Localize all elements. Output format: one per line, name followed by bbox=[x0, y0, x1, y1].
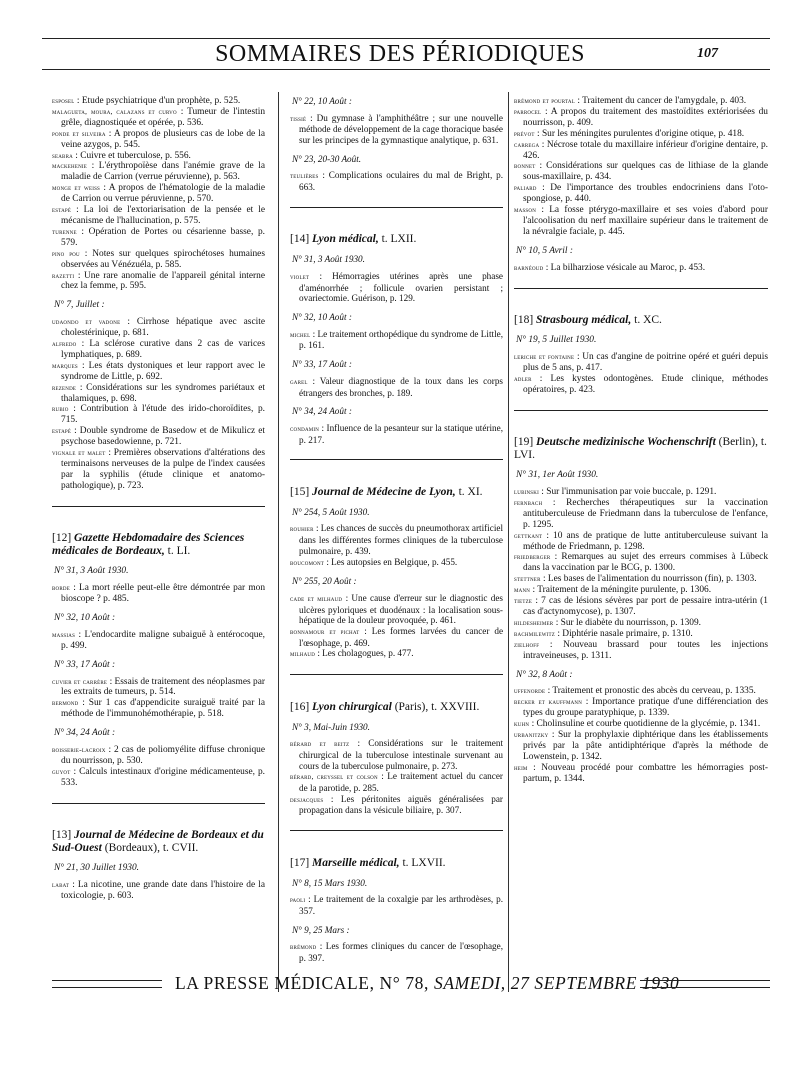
section-heading: [12] Gazette Hebdomadaire des Sciences médicales de Bordeaux, t. LI. bbox=[52, 532, 245, 558]
article-author: esposel bbox=[52, 96, 75, 105]
article-entry bbox=[290, 329, 503, 351]
column-2 bbox=[290, 96, 503, 964]
article-author: gettkant bbox=[514, 530, 543, 540]
article-author: fernbach bbox=[514, 497, 543, 507]
article-entry bbox=[514, 574, 768, 585]
article-title: : A propos de l'hématologie de la maladie de Carrion ou verrue péruvienne, p. 570. bbox=[61, 183, 266, 205]
article-entry bbox=[52, 880, 265, 902]
section-16 bbox=[290, 674, 503, 714]
article-author: udaondo et vadone bbox=[52, 317, 121, 327]
section-heading: [18] Strasbourg médical, t. XC. bbox=[514, 314, 662, 327]
article-entry bbox=[52, 745, 265, 767]
article-author: teulières bbox=[290, 171, 319, 181]
article-entry bbox=[52, 630, 265, 652]
article-entry bbox=[52, 698, 265, 720]
issue-date: N° 34, 24 Août : bbox=[292, 406, 352, 417]
article-entry bbox=[514, 107, 768, 129]
article-entry bbox=[514, 618, 768, 629]
article-title: : Contribution à l'étude des irido-choroïdites, p. 715. bbox=[61, 404, 265, 426]
article-entry bbox=[290, 423, 503, 445]
article-author: friedberger bbox=[514, 552, 551, 562]
article-entry bbox=[514, 352, 768, 374]
article-title: : Nécrose totale du maxillaire inférieur d'origine dentaire, p. 426. bbox=[523, 139, 769, 161]
article-entry bbox=[514, 697, 768, 719]
article-author: tissié bbox=[290, 113, 307, 123]
section-heading: [17] Marseille médical, t. LXVII. bbox=[290, 856, 446, 869]
page-number: 107 bbox=[697, 46, 718, 61]
article-author: michel bbox=[290, 329, 311, 339]
article-author: leriche et fontaine bbox=[514, 352, 575, 361]
article-author: monge et weiss bbox=[52, 183, 101, 193]
article-author: rouhier bbox=[290, 524, 314, 534]
article-title: : Diphtérie nasale primaire, p. 1310. bbox=[557, 628, 693, 639]
article-entry bbox=[290, 894, 503, 916]
article-entry bbox=[290, 170, 503, 192]
article-author: borde bbox=[52, 583, 70, 593]
article-author: milhaud bbox=[290, 649, 316, 659]
article-entry bbox=[514, 498, 768, 531]
article-author: parrocel bbox=[514, 106, 542, 116]
section-12 bbox=[52, 506, 265, 559]
article-title: : Cirrhose hépatique avec ascite cholestérinique, p. 681. bbox=[61, 317, 265, 339]
article-author: garel bbox=[290, 376, 308, 386]
issue-date: N° 9, 25 Mars : bbox=[292, 924, 350, 935]
article-author: bérard et beitz bbox=[290, 739, 350, 749]
article-author: pino pou bbox=[52, 248, 80, 258]
article-entry bbox=[514, 96, 768, 107]
issue-date: N° 32, 8 Août : bbox=[516, 669, 573, 680]
article-entry bbox=[514, 374, 768, 396]
article-title: : Une cause d'erreur sur le diagnostic des ulcères pyloriques et duodénaux : la localisation sous-hépatique de la douleur provoquée, p. 461. bbox=[299, 592, 504, 626]
article-entry bbox=[52, 383, 265, 405]
issue-date: N° 7, Juillet : bbox=[54, 300, 105, 311]
article-title: : Traitement du cancer de l'amygdale, p. 403. bbox=[577, 96, 747, 106]
article-title: : Du gymnase à l'amphithéâtre ; sur une nouvelle méthode de développement de la cage thoracique basée sur les principes de la gymnastique analytique, p. 631. bbox=[299, 112, 503, 146]
article-title: : Les formes cliniques du cancer de l'œsophage, p. 397. bbox=[299, 941, 504, 963]
article-title: : Le traitement de la coxalgie par les arthrodèses, p. 357. bbox=[299, 894, 503, 916]
article-author: boisserie-lacroix bbox=[52, 745, 106, 755]
article-author: adler bbox=[514, 373, 532, 383]
article-author: masson bbox=[514, 205, 537, 215]
article-entry bbox=[514, 763, 768, 785]
article-author: paliard bbox=[514, 183, 537, 193]
article-entry bbox=[514, 552, 768, 574]
issue-date: N° 23, 20-30 Août. bbox=[292, 153, 362, 164]
article-title: : Les chances de succès du pneumothorax artificiel dans les différentes formes cliniques de la tuberculose pulmonaire, p. 439. bbox=[299, 523, 503, 556]
article-entry bbox=[514, 129, 768, 140]
article-entry bbox=[514, 640, 768, 662]
section-17 bbox=[290, 830, 503, 870]
article-entry bbox=[514, 183, 768, 205]
article-author: bonnet bbox=[514, 161, 536, 171]
article-entry bbox=[290, 376, 503, 398]
article-entry bbox=[290, 771, 503, 793]
article-author: prévot bbox=[514, 128, 535, 138]
article-author: paoli bbox=[290, 895, 306, 905]
header-underline bbox=[42, 69, 770, 70]
article-author: brémond et pourtal bbox=[514, 96, 575, 105]
issue-date: N° 32, 10 Août : bbox=[54, 612, 116, 623]
article-title: : Recherches thérapeutiques sur la vaccination antituberculeuse de Friedmann dans la tuberculose de l'enfance, p. 1295. bbox=[523, 497, 768, 530]
article-entry bbox=[514, 730, 768, 763]
article-title: : Sur le diabète du nourrisson, p. 1309. bbox=[555, 617, 701, 628]
article-title: : Le traitement actuel du cancer de la parotide, p. 285. bbox=[299, 771, 503, 793]
article-title: : 7 cas de lésions sévères par port de pessaire intra-utérin (1 cas d'actynomycose), p. 1307. bbox=[523, 596, 768, 617]
article-author: massias bbox=[52, 629, 76, 639]
article-title: : Considérations sur les syndromes pariétaux et thalamiques, p. 698. bbox=[61, 382, 265, 404]
article-entry bbox=[514, 719, 768, 730]
section-heading: [19] Deutsche medizinische Wochenschrift (Berlin), t. LVI. bbox=[514, 436, 767, 462]
article-title: : Tumeur de l'intestin grêle, diagnostiquée et opérée, p. 536. bbox=[61, 106, 266, 128]
footer-text: LA PRESSE MÉDICALE, N° 78, SAMEDI, 27 SEPTEMBRE 1930 bbox=[175, 973, 680, 993]
article-author: rezende bbox=[52, 382, 77, 392]
article-author: vignale et malet bbox=[52, 448, 106, 458]
header-rule bbox=[42, 38, 770, 39]
article-title: : Premières observations d'altérations des terminaisons nerveuses de la pulpe de l'index causées par la syphilis (étude clinique et anatomo-pathologique), p. 723. bbox=[61, 448, 265, 491]
article-title: : Calculs intestinaux d'origine médicamenteuse, p. 533. bbox=[61, 766, 265, 788]
article-author: estapé bbox=[52, 426, 72, 436]
article-entry bbox=[514, 205, 768, 238]
article-entry bbox=[514, 161, 768, 183]
article-entry bbox=[290, 593, 503, 626]
article-title: : Les kystes odontogènes. Etude clinique, méthodes opératoires, p. 423. bbox=[523, 373, 769, 395]
article-entry bbox=[290, 648, 503, 660]
article-entry bbox=[514, 596, 768, 618]
section-14 bbox=[290, 207, 503, 247]
article-entry bbox=[290, 113, 503, 146]
article-author: bermond bbox=[52, 698, 79, 708]
article-title: : Sur l'immunisation par voie buccale, p. 1291. bbox=[541, 487, 717, 498]
article-entry bbox=[290, 557, 503, 569]
issue-date: N° 21, 30 Juillet 1930. bbox=[54, 863, 139, 874]
column-3 bbox=[514, 96, 768, 785]
article-author: barnéoud bbox=[514, 262, 544, 272]
article-entry bbox=[290, 523, 503, 556]
article-author: cade et milhaud bbox=[290, 593, 343, 603]
article-title: : Cuivre et tuberculose, p. 556. bbox=[75, 150, 191, 161]
article-author: heim bbox=[514, 762, 528, 772]
article-title: : Les cholagogues, p. 477. bbox=[317, 648, 414, 659]
article-author: seabra bbox=[52, 150, 73, 160]
article-title: : Hémorragies utérines après une phase d'aménorrhée ; follicule ovarien persistant ; ovariectomie. Guérison, p. 129. bbox=[299, 271, 504, 304]
article-title: : La nicotine, une grande date dans l'histoire de la toxicologie, p. 603. bbox=[61, 880, 266, 902]
article-entry bbox=[514, 140, 768, 162]
article-author: guyot bbox=[52, 766, 71, 776]
article-author: estapé bbox=[52, 205, 72, 215]
article-entry bbox=[52, 317, 265, 339]
issue-date: N° 31, 3 Août 1930. bbox=[54, 566, 129, 577]
article-entry bbox=[52, 361, 265, 383]
issue-date: N° 22, 10 Août : bbox=[292, 96, 352, 106]
article-title: : La mort réelle peut-elle être démontrée par mon bioscope ? p. 485. bbox=[61, 583, 266, 605]
section-18 bbox=[514, 288, 768, 328]
article-author: becker et kauffmann bbox=[514, 697, 583, 707]
section-19 bbox=[514, 410, 768, 463]
article-entry bbox=[52, 583, 265, 605]
article-title: : Nouveau procédé pour combattre les hémorragies post-partum, p. 1344. bbox=[523, 762, 769, 784]
article-title: : Etude psychiatrique d'un prophète, p. 525. bbox=[76, 96, 241, 106]
article-entry bbox=[290, 271, 503, 304]
footer-rule-right bbox=[640, 980, 770, 988]
article-entry bbox=[52, 448, 265, 492]
article-title: : Les formes larvées du cancer de l'œsophage, p. 469. bbox=[299, 625, 504, 648]
article-title: : 2 cas de poliomyélite diffuse chronique du nourrisson, p. 530. bbox=[61, 745, 265, 766]
issue-date: N° 31, 1er Août 1930. bbox=[516, 470, 599, 481]
article-author: tietze bbox=[514, 596, 533, 606]
article-author: labat bbox=[52, 880, 70, 890]
article-author: kuhn bbox=[514, 719, 530, 729]
article-author: marques bbox=[52, 360, 78, 370]
section-heading: [13] Journal de Médecine de Bordeaux et du Sud-Ouest (Bordeaux), t. CVII. bbox=[52, 829, 264, 855]
article-title: : Double syndrome de Basedow et de Mikulicz et psychose basedowienne, p. 721. bbox=[61, 426, 266, 448]
article-entry bbox=[52, 96, 265, 107]
article-title: : L'endocardite maligne subaiguë à entérocoque, p. 499. bbox=[61, 629, 265, 651]
issue-date: N° 19, 5 Juillet 1930. bbox=[516, 335, 597, 346]
article-title: : Cholinsuline et courbe quotidienne de la glycémie, p. 1341. bbox=[531, 719, 761, 730]
article-title: : L'érythropoïèse dans l'anémie grave de la maladie de Carrion (verrue péruvienne), p. 563. bbox=[61, 161, 265, 183]
page-title: SOMMAIRES DES PÉRIODIQUES bbox=[215, 41, 585, 67]
article-title: : Les bases de l'alimentation du nourrisson (fin), p. 1303. bbox=[542, 574, 757, 585]
article-title: : Sur la prophylaxie diphtérique dans les établissements privés par la pâte antidiphtérique d'après la méthode de Lowenstein, p. 1342. bbox=[523, 730, 768, 762]
article-entry bbox=[52, 205, 265, 227]
article-title: : De l'importance des troubles endocriniens dans l'oto-spongiose, p. 440. bbox=[523, 183, 768, 205]
article-author: desjacques bbox=[290, 794, 324, 804]
article-title: : Considérations sur quelques cas de lithiase de la glande sous-maxillaire, p. 434. bbox=[523, 161, 769, 183]
issue-date: N° 31, 3 Août 1930. bbox=[292, 254, 365, 265]
issue-date: N° 10, 5 Avril : bbox=[516, 245, 573, 256]
article-entry bbox=[290, 738, 503, 771]
issue-date: N° 3, Mai-Juin 1930. bbox=[292, 721, 370, 732]
issue-date: N° 32, 10 Août : bbox=[292, 312, 352, 323]
issue-date: N° 255, 20 Août : bbox=[292, 576, 357, 587]
article-entry bbox=[52, 161, 265, 183]
article-title: : 10 ans de pratique de lutte antituberculeuse suivant la méthode de Friedmann, p. 1298. bbox=[523, 530, 768, 552]
article-author: ponde et silveira bbox=[52, 128, 106, 138]
article-entry bbox=[52, 129, 265, 151]
article-author: hildesheimer bbox=[514, 617, 554, 627]
article-title: : Sur 1 cas d'appendicite suraiguë traité par la méthode de l'immunohémothérapie, p. 518. bbox=[61, 698, 265, 720]
article-title: : Notes sur quelques spirochétoses humaines observées au Vénézuéla, p. 585. bbox=[61, 248, 265, 270]
article-title: : Importance pratique d'une différenciation des types du groupe paratyphique, p. 1339. bbox=[523, 697, 768, 719]
section-heading: [14] Lyon médical, t. LXII. bbox=[290, 233, 417, 246]
article-title: : A propos du traitement des mastoïdites extériorisées du nourrisson, p. 409. bbox=[523, 106, 768, 128]
article-author: cuvier et carrère bbox=[52, 676, 108, 686]
article-author: stettner bbox=[514, 574, 541, 584]
article-title: : La sclérose curative dans 2 cas de varices lymphatiques, p. 689. bbox=[61, 339, 265, 360]
article-entry bbox=[290, 626, 503, 648]
article-title: : Les péritonites aiguës généralisées par propagation dans la vésicule biliaire, p. 307. bbox=[299, 793, 503, 816]
article-author: brémond bbox=[290, 942, 317, 952]
article-author: mann bbox=[514, 585, 531, 595]
article-entry bbox=[514, 629, 768, 640]
article-title: : A propos de plusieurs cas de lobe de la veine azygos, p. 545. bbox=[61, 128, 265, 150]
article-title: : Considérations sur le traitement chirurgical de la tuberculose intestinale survenant au cours de la tuberculose pulmonaire, p. 273. bbox=[299, 738, 504, 771]
article-entry bbox=[52, 404, 265, 426]
article-entry bbox=[514, 531, 768, 553]
article-author: carrega bbox=[514, 139, 540, 149]
article-author: urbanitzky bbox=[514, 730, 549, 740]
article-title: : La loi de l'extoriarisation de la pensée et le mécanisme de l'hallucination, p. 575. bbox=[61, 205, 265, 226]
article-title: : Opération de Portes ou césarienne basse, p. 579. bbox=[61, 226, 266, 248]
article-author: boucomont bbox=[290, 557, 325, 567]
article-entry bbox=[514, 686, 768, 697]
article-title: : Sur les méningites purulentes d'origine otique, p. 418. bbox=[537, 128, 745, 139]
article-title: : Traitement et pronostic des abcès du cerveau, p. 1335. bbox=[547, 686, 756, 697]
article-title: : La fosse ptérygo-maxillaire et ses voies d'abord pour l'alcoolisation du nerf maxillaire supérieur dans le traitement de la névralgie faciale, p. 445. bbox=[523, 205, 768, 237]
article-entry bbox=[52, 677, 265, 699]
issue-date: N° 34, 24 Août : bbox=[54, 728, 116, 739]
issue-date: N° 8, 15 Mars 1930. bbox=[292, 877, 368, 888]
article-title: : Essais de traitement des néoplasmes par les extraits de tumeurs, p. 514. bbox=[61, 676, 265, 698]
section-heading: [15] Journal de Médecine de Lyon, t. XI. bbox=[290, 485, 483, 498]
article-author: uffenorde bbox=[514, 686, 546, 696]
article-entry bbox=[52, 249, 265, 271]
article-entry bbox=[290, 941, 503, 963]
article-author: bérard, creyssel et colson bbox=[290, 772, 378, 782]
article-author: condamin bbox=[290, 423, 320, 433]
article-title: : Complications oculaires du mal de Bright, p. 663. bbox=[299, 170, 504, 193]
footer bbox=[0, 973, 800, 1001]
section-13 bbox=[52, 803, 265, 856]
article-title: : Influence de la pesanteur sur la statique utérine, p. 217. bbox=[299, 422, 504, 445]
section-15 bbox=[290, 459, 503, 499]
article-entry bbox=[52, 183, 265, 205]
article-author: lubinski bbox=[514, 487, 539, 497]
article-entry bbox=[290, 794, 503, 816]
article-title: : Traitement de la méningite purulente, p. 1306. bbox=[532, 585, 712, 596]
article-title: : Une rare anomalie de l'appareil génital interne chez la femme, p. 595. bbox=[61, 270, 265, 292]
article-author: rubio bbox=[52, 404, 69, 414]
article-author: bonnamour et pichat bbox=[290, 626, 360, 636]
column-divider-2 bbox=[508, 92, 509, 992]
article-entry bbox=[52, 151, 265, 162]
article-title: : Un cas d'angine de poitrine opéré et guéri depuis plus de 5 ans, p. 417. bbox=[523, 352, 768, 373]
article-entry bbox=[52, 339, 265, 361]
article-entry bbox=[514, 263, 768, 274]
article-title: : Les états dystoniques et leur rapport avec le syndrome de Little, p. 692. bbox=[61, 360, 265, 382]
section-heading: [16] Lyon chirurgical (Paris), t. XXVIII. bbox=[290, 700, 480, 713]
issue-date: N° 254, 5 Août 1930. bbox=[292, 506, 370, 517]
article-author: turenne bbox=[52, 226, 77, 236]
article-entry bbox=[52, 271, 265, 293]
article-title: : Le traitement orthopédique du syndrome de Little, p. 161. bbox=[299, 328, 504, 351]
article-title: : Valeur diagnostique de la toux dans les corps étrangers des bronches, p. 189. bbox=[299, 375, 503, 398]
article-author: mackehenie bbox=[52, 161, 88, 171]
article-entry bbox=[514, 487, 768, 498]
article-entry bbox=[52, 767, 265, 789]
column-1 bbox=[52, 96, 265, 902]
article-title: : La bilharziose vésicale au Maroc, p. 453. bbox=[545, 262, 706, 273]
article-author: alfredo bbox=[52, 339, 77, 349]
article-entry bbox=[52, 107, 265, 129]
column-divider-1 bbox=[278, 92, 279, 992]
article-author: bachmilewitz bbox=[514, 628, 556, 638]
article-entry bbox=[514, 585, 768, 596]
issue-date: N° 33, 17 Août : bbox=[54, 659, 116, 670]
article-author: malagueta, moura, calazans et curvo bbox=[52, 106, 177, 116]
article-entry bbox=[52, 426, 265, 448]
article-title: : Nouveau brassard pour toutes les injections intraveineuses, p. 1311. bbox=[523, 639, 768, 661]
article-author: razetti bbox=[52, 270, 75, 280]
article-author: zielhoff bbox=[514, 639, 540, 649]
article-entry bbox=[52, 227, 265, 249]
footer-rule-left bbox=[52, 980, 162, 988]
issue-date: N° 33, 17 Août : bbox=[292, 359, 352, 370]
article-author: violet bbox=[290, 272, 310, 281]
article-title: : Les autopsies en Belgique, p. 455. bbox=[326, 556, 458, 567]
article-title: : Remarques au sujet des erreurs commises à Lübeck dans la vaccination par le BCG, p. 1300. bbox=[523, 552, 769, 574]
